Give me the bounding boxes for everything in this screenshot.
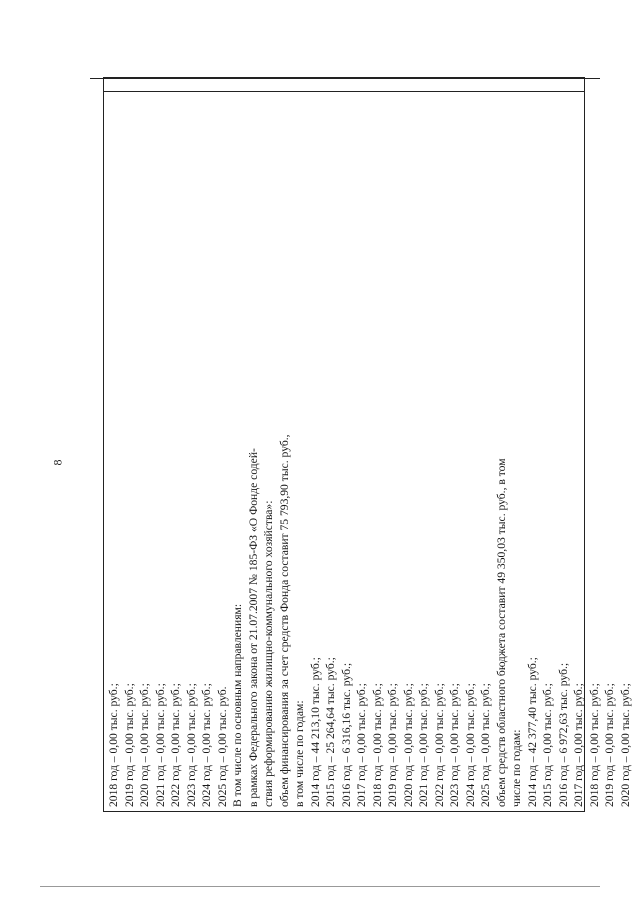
text-line: 2022 год – 0,00 тыс. руб.; — [432, 683, 446, 807]
text-line: 2019 год – 0,00 тыс. руб.; — [603, 683, 616, 807]
text-line: ствия реформированию жилищно-коммунального хозяйства»: — [262, 500, 275, 807]
text-line: 2023 год – 0,00 тыс. руб.; — [184, 683, 198, 807]
text-line: 2014 год – 42 377,40 тыс. руб.; — [525, 657, 539, 807]
text-line: 2017 год – 0,00 тыс. руб.; — [355, 683, 368, 807]
text-line: 2024 год – 0,00 тыс. руб.; — [463, 683, 477, 807]
scan-edge-line — [40, 886, 600, 887]
table-cell-content — [104, 91, 632, 811]
text-line: 2019 год – 0,00 тыс. руб.; — [386, 683, 399, 807]
text-line: 2022 год – 0,00 тыс. руб.; — [169, 683, 182, 807]
text-line: 2020 год – 0,00 тыс. руб.; — [618, 683, 632, 807]
text-line: в рамках Федерального закона от 21.07.2007 № 185-ФЗ «О Фонде содей- — [246, 448, 260, 807]
text-line: 2019 год – 0,00 тыс. руб.; — [122, 683, 136, 807]
text-line: В том числе по основным направлениям: — [231, 603, 244, 807]
text-line: 2014 год – 44 213,10 тыс. руб.; — [308, 657, 322, 807]
text-line: в том числе по годам: — [293, 700, 306, 807]
text-line: 2017 год – 0,00 тыс. руб.; — [572, 683, 585, 807]
text-line: числе по годам: — [510, 729, 523, 807]
text-line: объем средств областного бюджета составит 49 350,03 тыс. руб., в том — [494, 458, 508, 807]
text-line: 2018 год – 0,00 тыс. руб.; — [107, 683, 120, 807]
text-line: 2021 год – 0,00 тыс. руб.; — [417, 683, 430, 807]
text-line: 2025 год – 0,00 тыс. руб. — [215, 686, 229, 807]
text-line: объем финансирования за счет средств Фонда составит 75 793,90 тыс. руб., — [277, 434, 291, 807]
text-line: 2018 год – 0,00 тыс. руб.; — [587, 683, 601, 807]
rotated-table — [103, 77, 632, 812]
text-line: 2021 год – 0,00 тыс. руб.; — [153, 683, 167, 807]
page-number: 8 — [50, 459, 65, 466]
text-line: 2025 год – 0,00 тыс. руб.; — [479, 683, 492, 807]
text-line: 2015 год – 25 264,64 тыс. руб.; — [324, 657, 337, 807]
table-cell-empty — [104, 78, 584, 91]
text-line: 2018 год – 0,00 тыс. руб.; — [370, 683, 384, 807]
text-line: 2016 год – 6 316,16 тыс. руб.; — [339, 662, 353, 807]
text-line: 2023 год – 0,00 тыс. руб.; — [448, 683, 461, 807]
text-line: 2020 год – 0,00 тыс. руб.; — [401, 683, 415, 807]
text-line: 2020 год – 0,00 тыс. руб.; — [138, 683, 151, 807]
text-line: 2015 год – 0,00 тыс. руб.; — [541, 683, 554, 807]
text-line: 2024 год – 0,00 тыс. руб.; — [200, 683, 213, 807]
text-line: 2016 год – 6 972,63 тыс. руб.; — [556, 662, 570, 807]
